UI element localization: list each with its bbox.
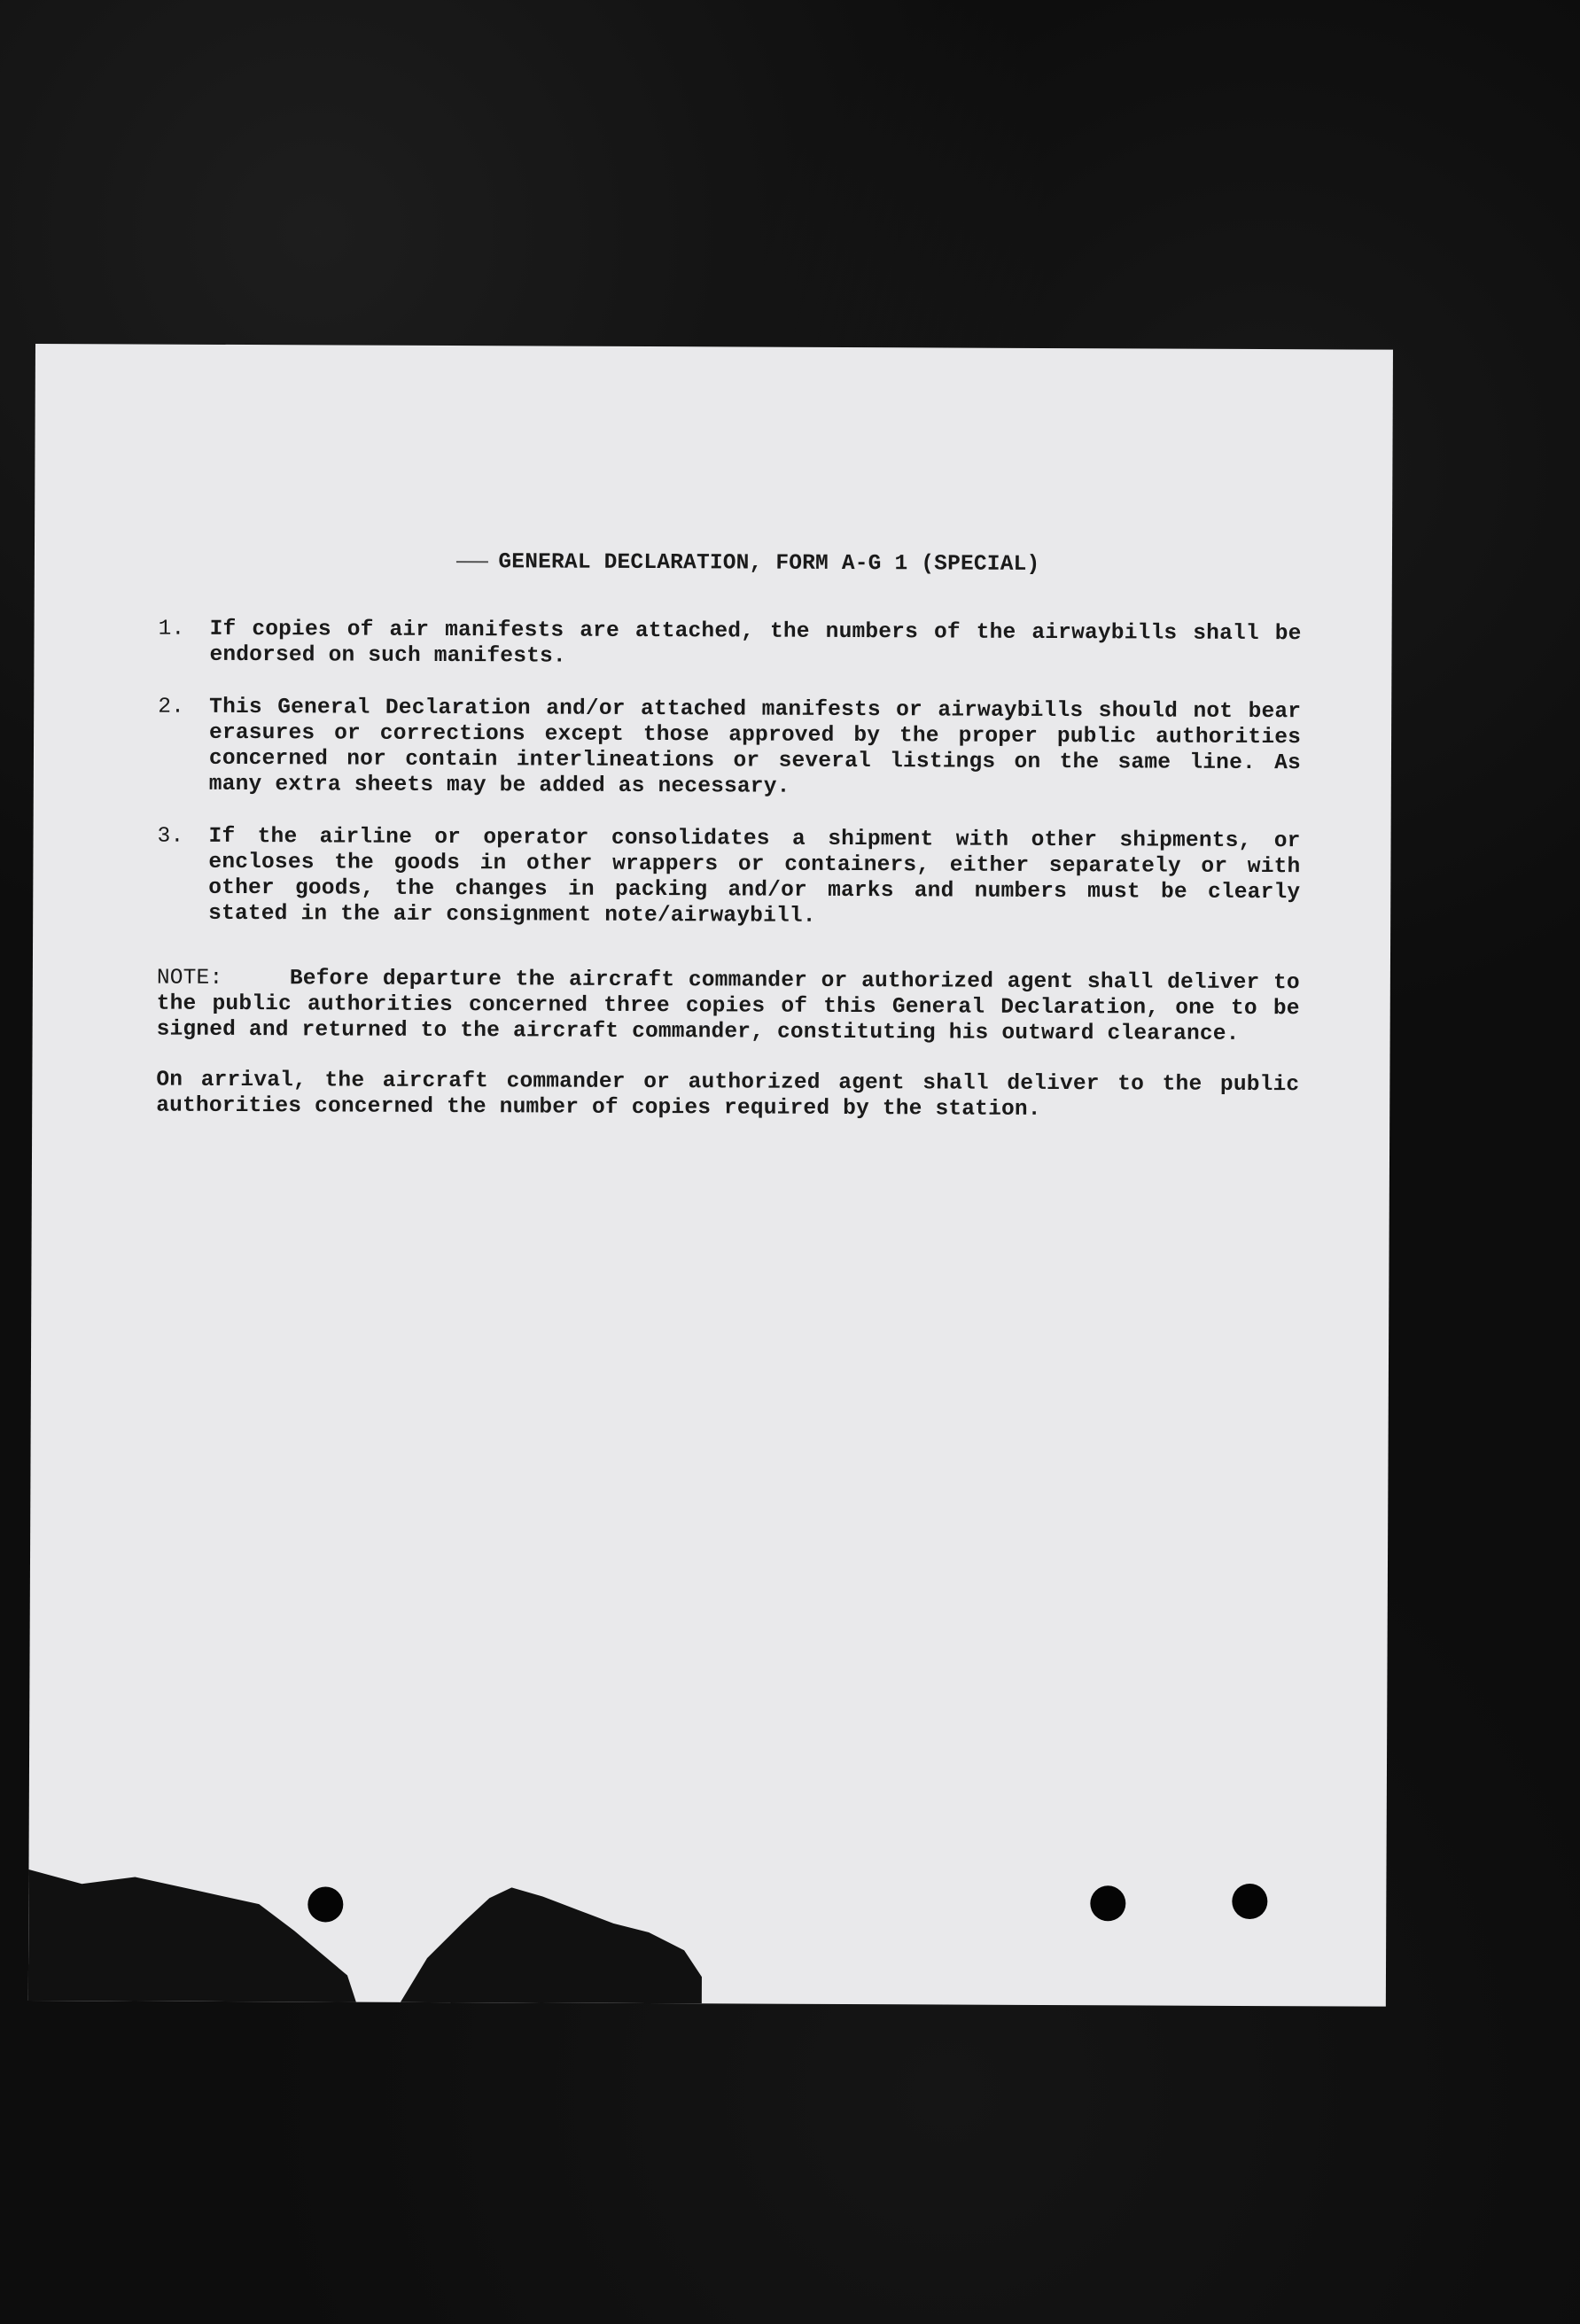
item-text: If the airline or operator consolidates a shipment with other shipments, or encloses the goods in other wrappers or containers, either separately or with other goods, the changes in packing and/or marks and numbers must be clearly stated in the air consignment note/airwaybill.	[208, 824, 1301, 929]
item-text: If copies of air manifests are attached, the numbers of the airwaybills shall be endorsed on such manifests.	[209, 617, 1302, 669]
instruction-item	[157, 824, 1300, 932]
declaration-text	[156, 548, 1302, 1124]
instruction-item	[158, 617, 1301, 673]
punch-hole	[1232, 1884, 1267, 1919]
note-text: Before departure the aircraft commander or authorized agent shall deliver to the public authorities concerned three copies of this General Declaration, one to be signed and returned to the aircraft commander, constituting his outward clearance.	[156, 967, 1300, 1046]
document-sheet	[28, 344, 1393, 2007]
note-paragraph	[157, 966, 1300, 1048]
arrival-paragraph: On arrival, the aircraft commander or authorized agent shall deliver to the public authorities concerned the number of copies required by the station.	[156, 1068, 1300, 1122]
instruction-item	[158, 695, 1301, 803]
item-number: 2.	[158, 695, 185, 719]
title-dash	[455, 561, 487, 563]
item-text: This General Declaration and/or attached manifests or airwaybills should not bear erasures or corrections except those approved by the proper public authorities concerned nor contain interlineations or several listings on the same line. As many extra sheets may be added as necessary.	[208, 695, 1302, 799]
note-label: NOTE:	[156, 966, 223, 991]
title-text: GENERAL DECLARATION, FORM A-G 1 (SPECIAL)	[498, 550, 1040, 577]
document-title	[159, 548, 1302, 579]
punch-hole	[307, 1886, 343, 1922]
item-number: 3.	[157, 824, 184, 849]
punch-hole	[1090, 1885, 1125, 1921]
item-number: 1.	[158, 617, 185, 641]
